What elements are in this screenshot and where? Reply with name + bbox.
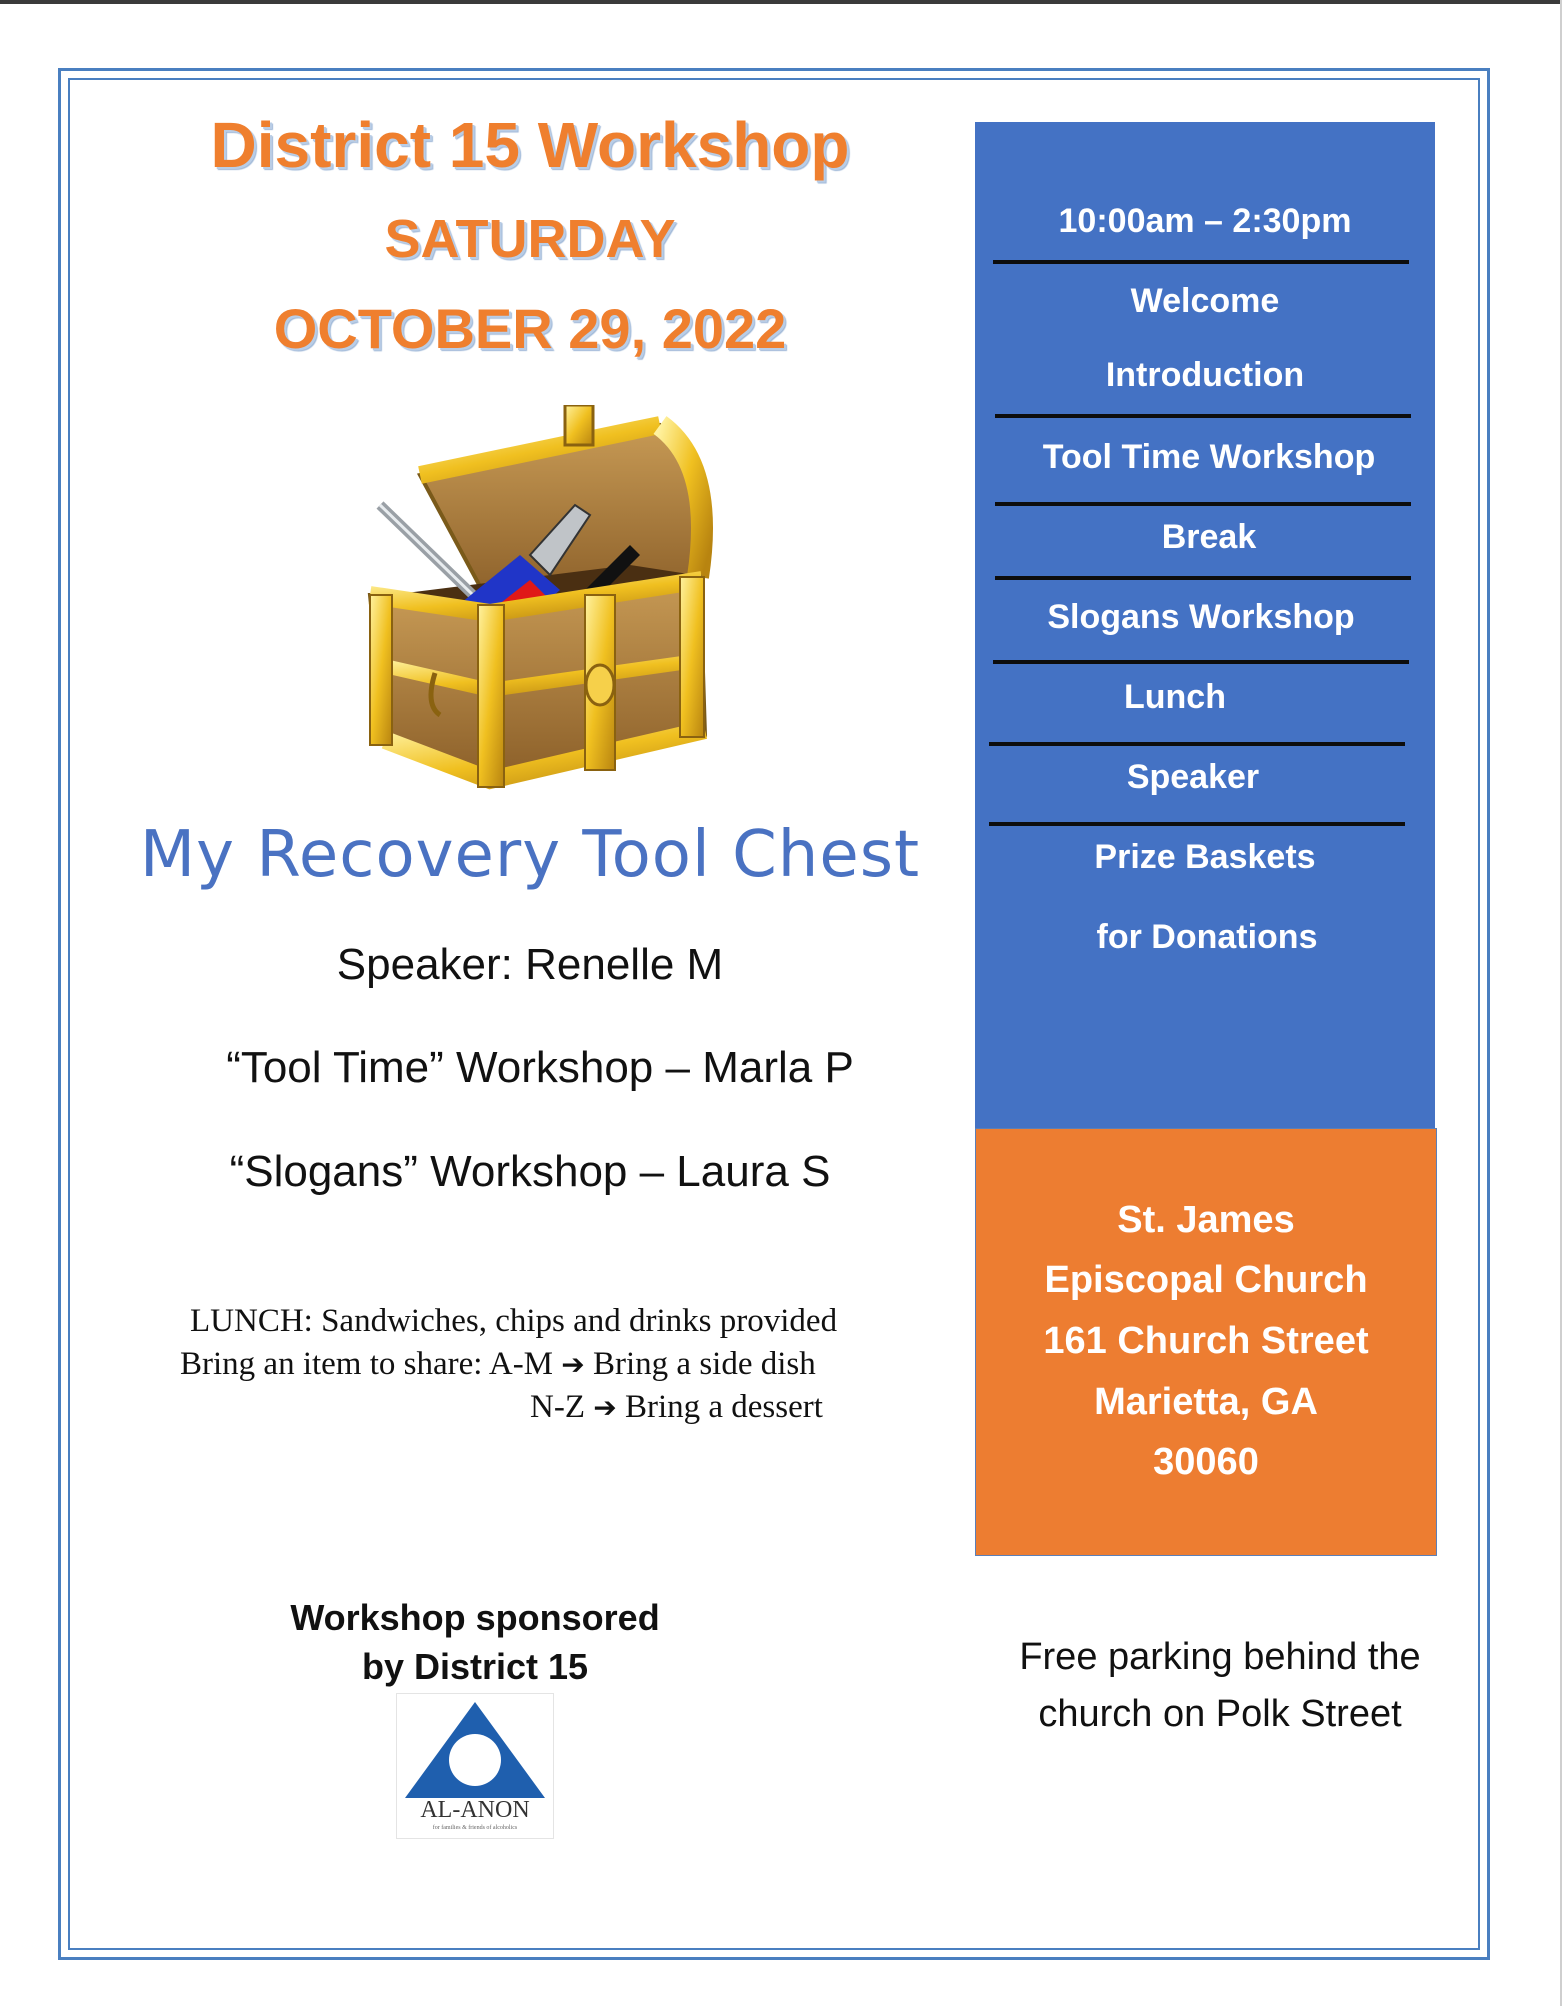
venue-panel <box>975 1128 1437 1556</box>
share-suffix: Bring a side dish <box>593 1346 816 1382</box>
schedule-item: Slogans Workshop <box>1047 598 1355 636</box>
parking-line: Free parking behind the <box>1019 1636 1421 1678</box>
venue-line: St. James <box>1117 1199 1295 1241</box>
schedule-divider <box>989 742 1405 746</box>
schedule-divider <box>993 260 1409 264</box>
venue-line: Marietta, GA <box>1094 1381 1318 1423</box>
schedule-item: for Donations <box>1096 918 1318 956</box>
flyer-title: District 15 Workshop <box>210 109 850 181</box>
share-suffix: Bring a dessert <box>624 1389 823 1425</box>
schedule-item: Prize Baskets <box>1094 838 1316 876</box>
window-top-bar <box>0 0 1562 4</box>
schedule-divider <box>995 414 1411 418</box>
flyer-tagline: My Recovery Tool Chest <box>139 818 921 892</box>
sponsor-text <box>240 1593 710 1691</box>
schedule-item: Break <box>1161 518 1257 556</box>
logo-subtext: for families & friends of alcoholics <box>432 1825 518 1831</box>
share-prefix: N-Z <box>530 1389 585 1425</box>
triangle-circle-icon <box>397 1694 553 1804</box>
sponsor-line: by District 15 <box>361 1646 589 1687</box>
schedule-item: Speaker <box>1126 758 1260 796</box>
share-line-n-z <box>530 1389 823 1426</box>
tool-time-line: “Tool Time” Workshop – Marla P <box>226 1043 854 1092</box>
schedule-item: Lunch <box>1124 678 1226 716</box>
schedule-divider <box>995 576 1411 580</box>
flyer-day: SATURDAY <box>384 209 676 269</box>
al-anon-logo <box>396 1693 554 1839</box>
flyer-date: OCTOBER 29, 2022 <box>273 297 787 360</box>
parking-line: church on Polk Street <box>1038 1693 1402 1735</box>
lunch-line: LUNCH: Sandwiches, chips and drinks provided <box>190 1303 838 1339</box>
schedule-divider <box>989 822 1405 826</box>
share-prefix: Bring an item to share: A-M <box>180 1346 554 1382</box>
logo-text: AL-ANON <box>420 1797 530 1823</box>
venue-line: 30060 <box>1153 1441 1259 1483</box>
share-line-a-m <box>180 1346 816 1383</box>
arrow-right-icon: ➔ <box>561 1348 585 1381</box>
venue-line: 161 Church Street <box>1043 1320 1369 1362</box>
slogans-line: “Slogans” Workshop – Laura S <box>229 1147 831 1196</box>
schedule-divider <box>995 502 1411 506</box>
schedule-divider <box>993 660 1409 664</box>
venue-line: Episcopal Church <box>1044 1259 1368 1301</box>
schedule-item: Tool Time Workshop <box>1042 438 1376 476</box>
schedule-panel <box>975 122 1435 1128</box>
speaker-line: Speaker: Renelle M <box>336 940 724 989</box>
treasure-chest-with-tools-icon <box>330 405 730 795</box>
sponsor-line: Workshop sponsored <box>290 1597 660 1638</box>
schedule-time: 10:00am – 2:30pm <box>1058 202 1352 240</box>
arrow-right-icon: ➔ <box>593 1391 617 1424</box>
schedule-item: Welcome <box>1130 282 1280 320</box>
schedule-item: Introduction <box>1105 356 1305 394</box>
